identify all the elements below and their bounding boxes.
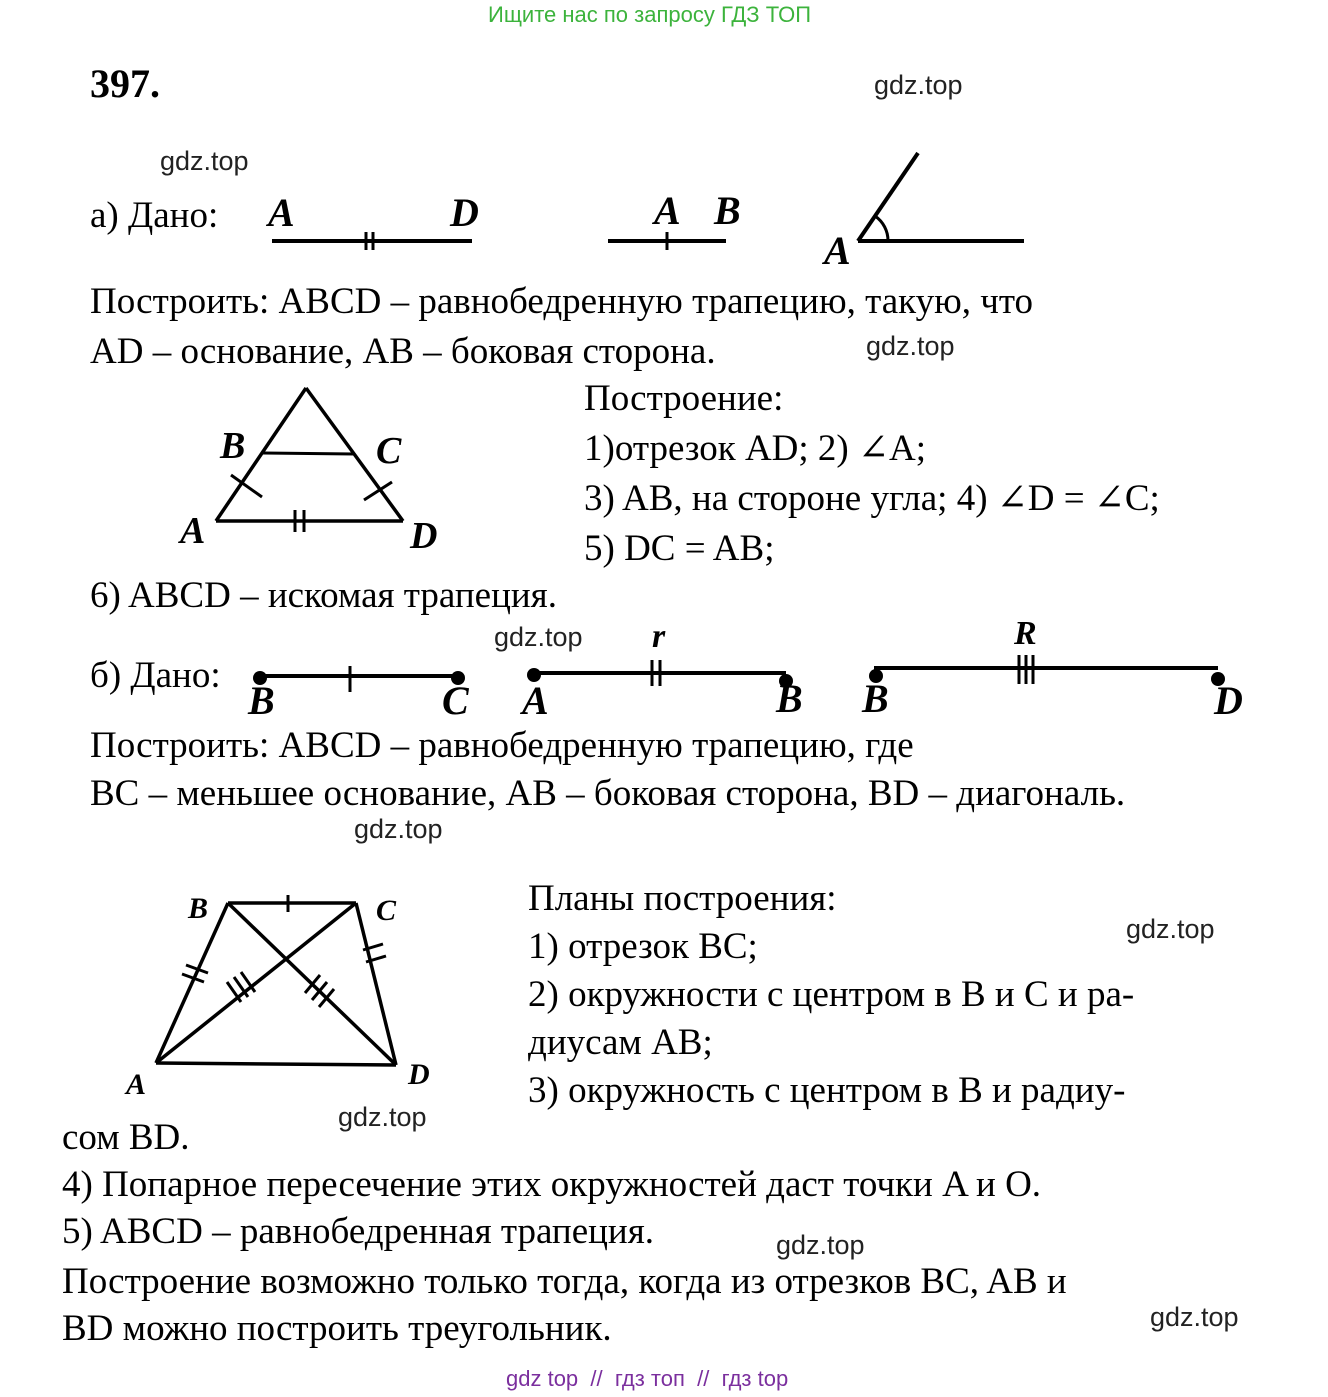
fig-b-label-b: B [188,892,209,925]
search-hint: Ищите нас по запросу ГДЗ ТОП [488,2,812,27]
segment-big-r-label-d: D [1214,678,1243,723]
segment-bc-label-b: B [248,678,275,723]
part-b-task-line2: BC – меньшее основание, AB – боковая сторона, BD – диагональ. [90,773,1126,814]
watermark: gdz.top [866,331,955,361]
part-b-given-label: б) Дано: [90,655,221,696]
fig-b-label-a: A [126,1068,147,1101]
part-a-task-line2: AD – основание, AB – боковая сторона. [90,331,716,372]
segment-ab [608,232,726,250]
fig-b-label-c: C [376,894,397,927]
part-b-plan1: 1) отрезок BC; [528,926,758,967]
part-b-conclusion2: BD можно построить треугольник. [62,1308,612,1349]
segment-r-label: r [652,618,666,655]
part-b-plan4: 4) Попарное пересечение этих окружностей даст точки A и O. [62,1164,1042,1205]
part-a-given-label: а) Дано: [90,195,219,236]
fig-b-label-d: D [408,1058,430,1091]
angle-vertex-label: A [824,228,851,273]
part-b-task-line1: Построить: ABCD – равнобедренную трапецию, где [90,725,914,766]
fig-a-label-b: B [220,425,246,467]
segment-r-label-b: B [776,676,803,721]
segment-ab-label-a: A [654,188,681,233]
part-a-step1: 1)отрезок AD; 2) ∠A; [584,428,926,469]
segment-r-label-a: A [522,678,549,723]
part-b-plan5: 5) ABCD – равнобедренная трапеция. [62,1211,654,1252]
given-angle [858,153,1024,241]
segment-ad [272,232,472,250]
part-a-step2: 3) AB, на стороне угла; 4) ∠D = ∠C; [584,478,1160,519]
watermark: gdz.top [874,70,963,100]
part-b-plan-title: Планы построения: [528,878,837,919]
segment-bc [253,666,465,692]
segment-ad-label-a: A [268,190,295,235]
part-b-plan3a: 3) окружность с центром в B и радиу- [528,1070,1126,1111]
segment-big-r-label-b: B [862,676,889,721]
watermark: gdz.top [494,622,583,652]
watermark: gdz.top [354,814,443,844]
segment-r [527,660,793,688]
part-a-step4: 6) ABCD – искомая трапеция. [90,575,557,616]
footer-links: gdz top // гдз топ // гдз top [506,1366,789,1391]
segment-bc-label-c: C [442,678,469,723]
problem-number: 397. [90,61,160,106]
segment-ab-label-b: B [714,188,741,233]
watermark: gdz.top [160,146,249,176]
part-b-plan3b: сом BD. [62,1117,190,1158]
part-a-construction-title: Построение: [584,378,784,419]
part-a-step3: 5) DC = AB; [584,528,775,569]
part-b-conclusion1: Построение возможно только тогда, когда из отрезков BC, AB и [62,1261,1067,1302]
segment-big-r-label: R [1014,615,1037,652]
part-b-plan2a: 2) окружности с центром в B и C и ра- [528,974,1135,1015]
part-a-task-line1: Построить: ABCD – равнобедренную трапецию, такую, что [90,281,1034,322]
segment-ad-label-d: D [450,190,479,235]
watermark: gdz.top [776,1230,865,1260]
watermark: gdz.top [1126,914,1215,944]
fig-a-label-a: A [180,510,206,552]
segment-big-r [869,655,1225,686]
watermark: gdz.top [1150,1302,1239,1332]
fig-a-label-c: C [376,430,402,472]
part-b-plan2b: диусам AB; [528,1022,713,1063]
fig-a-label-d: D [410,515,438,557]
watermark: gdz.top [338,1102,427,1132]
